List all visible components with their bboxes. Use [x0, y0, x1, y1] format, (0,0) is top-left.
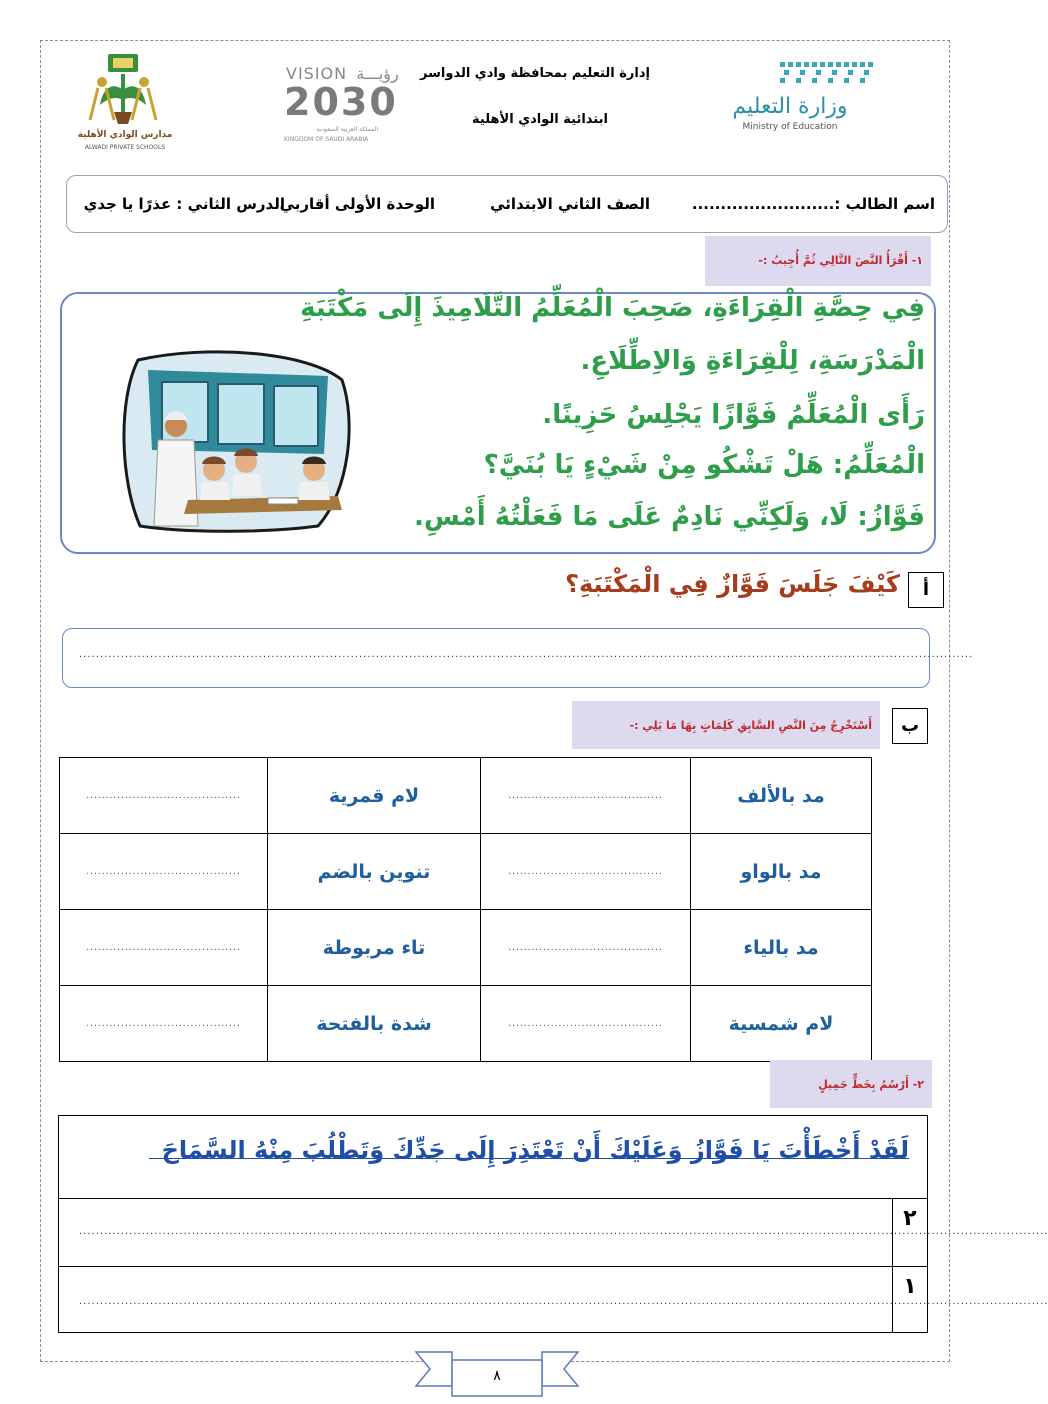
school-logo-en: ALWADI PRIVATE SCHOOLS [84, 144, 166, 151]
q1a-answer-dots: ...................................................................................................................................................................................................................... [79, 649, 974, 660]
vision-year: 2030 [284, 80, 398, 124]
unit-text: الوحدة الأولى أقاربي [279, 195, 435, 213]
table-cell-answer[interactable]: ........................................ [481, 986, 691, 1062]
table-cell-answer[interactable]: ........................................ [60, 758, 268, 834]
handwriting-table [58, 1115, 1048, 1333]
writing-line-dots[interactable]: ........................................................................................................................................................................................................................................ [79, 1296, 1048, 1307]
table-cell-answer[interactable]: ........................................ [60, 910, 268, 986]
table-cell-label: مد بالواو [691, 834, 872, 910]
table-cell-answer[interactable]: ........................................ [481, 834, 691, 910]
table-cell-answer[interactable]: ........................................ [481, 758, 691, 834]
admin-line: إدارة التعليم بمحافظة وادي الدواسر [420, 66, 650, 81]
grade-text: الصف الثاني الابتدائي [490, 195, 650, 213]
story-line-3: رَأَى الْمُعَلِّمُ فَوَّازًا يَجْلِسُ حَزِينًا. [542, 400, 925, 430]
school-emblem-icon [70, 50, 180, 130]
model-sentence: لَقَدْ أَخْطَأْتَ يَا فَوَّازُ وَعَلَيْكَ أَنْ تَعْتَذِرَ إِلَى جَدِّكَ وَتَطْلُبَ مِنْهُ السَّمَاحَ [161, 1136, 909, 1164]
table-cell-label: مد بالألف [691, 758, 872, 834]
vision-2030-logo [280, 60, 399, 152]
table-cell-answer[interactable]: ........................................ [60, 986, 268, 1062]
student-name-field[interactable]: اسم الطالب :......................... [691, 195, 935, 213]
table-cell-answer[interactable]: ........................................ [60, 834, 268, 910]
ministry-name-ar: وزارة التعليم [732, 94, 848, 119]
lesson-text: الدرس الثاني : عذرًا يا جدي [83, 195, 285, 213]
school-logo [70, 50, 180, 160]
vision-sub-en: KINGDOM OF SAUDI ARABIA [284, 136, 369, 143]
row-number: ٢ [903, 1206, 917, 1231]
table-cell-label: تاء مربوطة [268, 910, 481, 986]
table-cell-label: لام شمسية [691, 986, 872, 1062]
table-row [60, 910, 872, 986]
story-line-1: فِي حِصَّةِ الْقِرَاءَةِ، صَحِبَ الْمُعَلِّمُ التَّلَامِيذَ إِلَى مَكْتَبَةِ [300, 293, 925, 323]
table-cell-label: لام قمرية [268, 758, 481, 834]
classroom-illustration [118, 350, 354, 532]
story-line-2: الْمَدْرَسَةِ، لِلْقِرَاءَةِ وَالاِطِّلَاعِ. [580, 346, 925, 376]
writing-line-dots[interactable]: ........................................................................................................................................................................................................................................ [79, 1226, 1048, 1237]
classroom-image-icon [118, 350, 354, 532]
vision-word: VISION [286, 64, 348, 83]
ministry-dots-icon [770, 58, 880, 92]
table-cell-label: تنوين بالضم [268, 834, 481, 910]
page-number: ٨ [493, 1368, 501, 1384]
page-number-ribbon [412, 1346, 582, 1400]
table-row [60, 758, 872, 834]
q1b-letter: ب [892, 708, 928, 744]
table-row [60, 834, 872, 910]
table-cell-label: مد بالياء [691, 910, 872, 986]
words-table [59, 757, 872, 1062]
row-number: ١ [903, 1274, 917, 1299]
ministry-logo [720, 58, 890, 138]
row-divider [59, 1266, 927, 1267]
vision-sub-ar: المملكة العربية السعودية [316, 126, 378, 133]
table-cell-answer[interactable]: ........................................ [481, 910, 691, 986]
row-divider [59, 1198, 927, 1199]
story-line-4: الْمُعَلِّمُ: هَلْ تَشْكُو مِنْ شَيْءٍ يَا بُنَيَّ؟ [483, 450, 925, 480]
q1-label: ١- أَقْرَأُ النَّصَ التَّالِي ثُمَّ أُجِيبُ :- [705, 236, 931, 286]
model-underline [149, 1158, 909, 1159]
school-line: ابتدائية الوادي الأهلية [472, 112, 608, 127]
q1a-question: كَيْفَ جَلَسَ فَوَّازٌ فِي الْمَكْتَبَةِ؟ [565, 570, 900, 598]
story-line-5: فَوَّازُ: لَا، وَلَكِنِّي نَادِمٌ عَلَى مَا فَعَلْتُهُ أَمْسِ. [414, 502, 925, 532]
q2-label: ٢- أَرْسُمُ بِخَطٍّ جَمِيلٍ [770, 1060, 932, 1108]
table-cell-label: شدة بالفتحة [268, 986, 481, 1062]
table-row [60, 986, 872, 1062]
vision-ar: رؤيـــة [356, 64, 399, 83]
q1a-answer-box[interactable] [62, 628, 974, 688]
school-logo-ar: مدارس الوادي الأهلية [77, 130, 173, 140]
ministry-name-en: Ministry of Education [742, 122, 838, 132]
q1b-label: أَسْتَخْرِجُ مِنَ النَّصِ السَّابِقِ كَلِمَاتٍ بِهَا مَا يَلِي :- [572, 701, 880, 749]
q1a-letter: أ [908, 572, 944, 608]
